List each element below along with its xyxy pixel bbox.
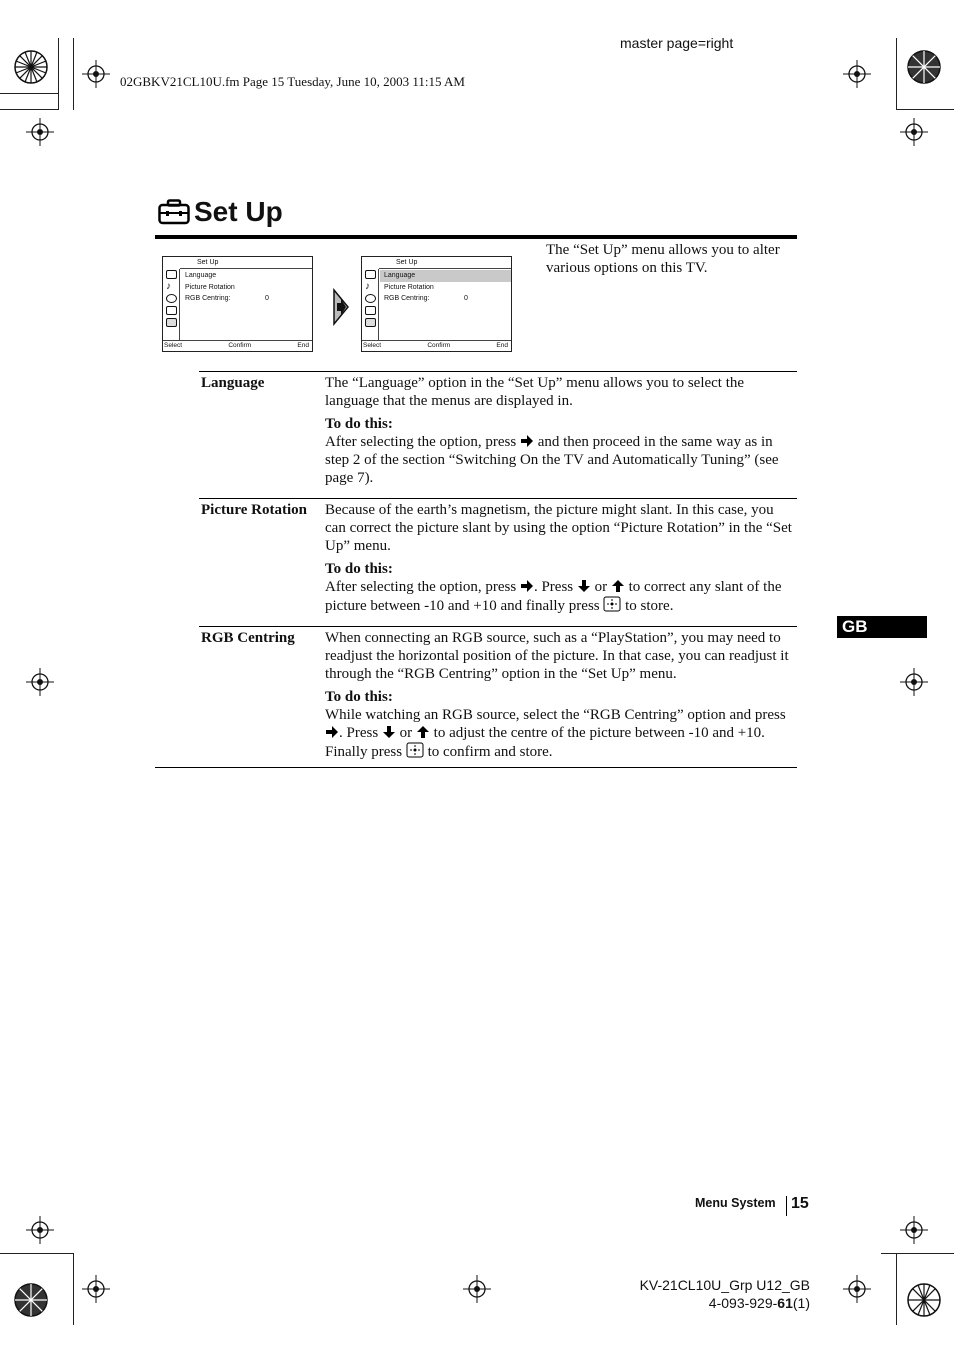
menu-row-language: Language — [185, 272, 217, 279]
model-line-2: 4-093-929-61(1) — [708, 1295, 810, 1311]
section-body — [325, 501, 795, 615]
menu-row-rgb-centring: RGB Centring: 0 — [181, 293, 312, 305]
title-rule — [155, 235, 797, 239]
section-language — [199, 371, 797, 498]
section-subhead: To do this: — [325, 561, 393, 577]
arrow-right-icon — [520, 434, 534, 448]
options-table — [155, 371, 797, 768]
crosshair-mark-icon — [900, 1216, 928, 1244]
timer-menu-icon — [166, 294, 177, 303]
sound-menu-icon: ♪ — [365, 281, 370, 292]
arrow-right-icon — [332, 288, 350, 326]
menu-row-value: 0 — [464, 295, 468, 302]
crosshair-mark-icon — [82, 1275, 110, 1303]
menu-row-rgb-centring: RGB Centring: 0 — [380, 293, 511, 305]
menu-row-value: 0 — [265, 295, 269, 302]
picture-menu-icon — [365, 270, 376, 279]
model-line-1: KV-21CL10U_Grp U12_GB — [639, 1277, 810, 1293]
picture-menu-icon — [166, 270, 177, 279]
menu-rows — [181, 270, 312, 305]
tv-menu-screenshot-after — [361, 256, 512, 352]
crosshair-mark-icon — [26, 668, 54, 696]
menu-header — [379, 257, 511, 269]
section-subhead: To do this: — [325, 689, 393, 705]
arrow-down-icon — [382, 725, 396, 739]
registration-rosette-icon — [13, 49, 49, 85]
crosshair-mark-icon — [463, 1275, 491, 1303]
timer-menu-icon — [365, 294, 376, 303]
menu-footer-confirm: Confirm — [228, 342, 252, 349]
section-rgb-centring — [199, 626, 797, 767]
menu-footer-select: Select — [363, 342, 382, 349]
file-info: 02GBKV21CL10U.fm Page 15 Tuesday, June 10, 2003 11:15 AM — [120, 74, 465, 89]
ok-button-icon — [406, 742, 424, 758]
crosshair-mark-icon — [900, 668, 928, 696]
crosshair-mark-icon — [26, 118, 54, 146]
preset-menu-icon — [166, 306, 177, 315]
toolbox-icon — [158, 199, 190, 225]
arrow-up-icon — [416, 725, 430, 739]
section-subhead: To do this: — [325, 416, 393, 432]
menu-title: Set Up — [396, 259, 418, 266]
menu-footer-select: Select — [164, 342, 183, 349]
menu-title: Set Up — [197, 259, 219, 266]
section-body — [325, 629, 795, 761]
menu-side-icons — [163, 269, 180, 340]
section-desc: When connecting an RGB source, such as a “PlayStation”, you may need to readjust the horizontal position of the picture. In that case, you can readjust it through the “RGB Centring” option in the “Set Up” menu. — [325, 630, 789, 682]
footer-divider — [786, 1196, 787, 1216]
model-info — [620, 1276, 810, 1312]
footer-section-name: Menu System — [695, 1196, 776, 1210]
section-desc: The “Language” option in the “Set Up” menu allows you to select the language that the menus are displayed in. — [325, 375, 745, 409]
crosshair-mark-icon — [843, 60, 871, 88]
section-steps: After selecting the option, press . Press or to correct any slant of the picture between -10 and +10 and finally press to store. — [325, 579, 782, 614]
menu-side-icons — [362, 269, 379, 340]
menu-footer — [163, 340, 312, 351]
section-desc: Because of the earth’s magnetism, the picture might slant. In this case, you can correct the picture slant by using the option “Picture Rotation” in the “Set Up” menu. — [325, 502, 792, 554]
menu-row-picture-rotation: Picture Rotation — [185, 283, 235, 291]
crosshair-mark-icon — [843, 1275, 871, 1303]
menu-footer-end: End — [297, 342, 309, 349]
arrow-right-icon — [325, 725, 339, 739]
menu-footer-end: End — [496, 342, 508, 349]
section-label: Language — [201, 375, 265, 391]
menu-row-language: Language — [380, 270, 511, 282]
arrow-up-icon — [611, 579, 625, 593]
tv-menu-screenshot-before — [162, 256, 313, 352]
menu-rows — [380, 270, 511, 305]
page-title-block — [158, 196, 283, 228]
section-label: Picture Rotation — [201, 502, 307, 518]
menu-footer — [362, 340, 511, 351]
setup-menu-icon — [166, 318, 177, 327]
master-page-note: master page=right — [620, 35, 734, 51]
registration-rosette-icon — [906, 49, 942, 85]
language-tab: GB — [837, 616, 927, 638]
page-title: Set Up — [194, 196, 283, 227]
section-picture-rotation — [199, 498, 797, 626]
section-body — [325, 374, 795, 487]
crosshair-mark-icon — [26, 1216, 54, 1244]
sound-menu-icon: ♪ — [166, 281, 171, 292]
ok-button-icon — [603, 596, 621, 612]
preset-menu-icon — [365, 306, 376, 315]
table-bottom-rule — [155, 767, 797, 768]
section-steps: While watching an RGB source, select the “RGB Centring” option and press . Press or to adjust the centre of the picture between -10 and +10. Finally press to confirm and store. — [325, 707, 786, 760]
setup-menu-icon — [365, 318, 376, 327]
registration-rosette-icon — [906, 1282, 942, 1318]
menu-row-picture-rotation: Picture Rotation — [384, 283, 434, 291]
crosshair-mark-icon — [82, 60, 110, 88]
arrow-down-icon — [577, 579, 591, 593]
intro-text: The “Set Up” menu allows you to alter various options on this TV. — [546, 242, 780, 276]
section-label: RGB Centring — [201, 630, 295, 646]
registration-rosette-icon — [13, 1282, 49, 1318]
arrow-right-icon — [520, 579, 534, 593]
crosshair-mark-icon — [900, 118, 928, 146]
menu-footer-confirm: Confirm — [427, 342, 451, 349]
menu-header — [180, 257, 312, 269]
section-steps: After selecting the option, press and then proceed in the same way as in step 2 of the section “Switching On the TV and Automatically Tuning” (see page 7). — [325, 434, 779, 486]
page-number: 15 — [791, 1195, 809, 1212]
